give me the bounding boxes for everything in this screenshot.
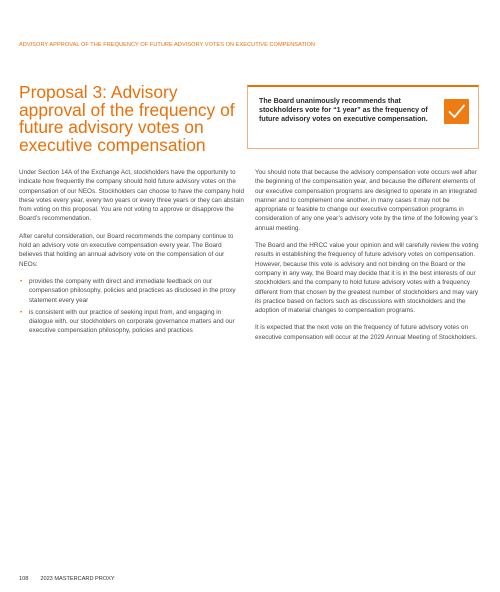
publication-name: 2023 MASTERCARD PROXY xyxy=(40,576,115,582)
board-recommendation-paragraph: After careful consideration, our Board recommends the company continue to hold an advisory vote on executive compensation every year. The Board believes that holding an annual advisory vote on the compensation of our NEOs: xyxy=(19,232,234,268)
list-item xyxy=(19,277,244,305)
bullet-icon: • xyxy=(20,277,23,285)
list-item-text: provides the company with direct and immediate feedback on our compensation philosophy, policies and practices as disclosed in the proxy statement every year xyxy=(29,277,236,304)
running-header: ADVISORY APPROVAL OF THE FREQUENCY OF FUTURE ADVISORY VOTES ON EXECUTIVE COMPENSATION xyxy=(19,42,316,48)
recommendation-text: The Board unanimously recommends that stockholders vote for “1 year” as the frequency of future advisory votes on executive compensation. xyxy=(259,97,428,124)
benefits-list xyxy=(19,277,244,336)
bullet-icon: • xyxy=(20,308,23,316)
vote-timing-paragraph: You should note that because the advisory compensation vote occurs well after the beginning of the compensation year, and because the different elements of our executive compensation programs are designed to operate in an integrated manner and to complement one another, in many cases it may not be appropriate or feasible to change our executive compensation programs in consideration of any one year’s advisory vote by the time of the following year’s annual meeting. xyxy=(255,169,478,232)
left-column xyxy=(19,168,244,344)
proposal-title: Proposal 3: Advisory approval of the frequency of future advisory votes on executive compensation xyxy=(19,82,235,155)
page-number: 108 xyxy=(19,576,29,582)
list-item-text: is consistent with our practice of seeking input from, and engaging in dialogue with, our stockholders on corporate governance matters and our executive compensation philosophy, policies and practices xyxy=(29,308,235,335)
page-footer xyxy=(19,576,115,582)
recommendation-box xyxy=(247,85,479,149)
hrcc-review-paragraph: The Board and the HRCC value your opinion and will carefully review the voting results in establishing the frequency of future advisory votes on compensation. However, because this vote is advisory and not binding on the Board or the company in any way, the Board may decide that it is in the best interests of our stockholders and the company to hold future advisory votes with a frequency different from that chosen by the greatest number of stockholders and may vary its practice based on factors such as discussions with stockholders and the adoption of material changes to compensation programs. xyxy=(255,242,479,315)
next-vote-paragraph: It is expected that the next vote on the frequency of future advisory votes on executive compensation will occur at the 2029 Annual Meeting of Stockholders. xyxy=(255,324,478,341)
list-item xyxy=(19,308,244,336)
section-14a-paragraph: Under Section 14A of the Exchange Act, stockholders have the opportunity to indicate how frequently the company should hold future advisory votes on the compensation of our NEOs. Stockholders can choose to have the company hold these votes every year, every two years or every three years or they can abstain from voting on this proposal. You are not voting to approve or disapprove the Board’s recommendation. xyxy=(19,169,244,223)
checkmark-icon xyxy=(444,99,469,124)
right-column xyxy=(255,168,480,350)
